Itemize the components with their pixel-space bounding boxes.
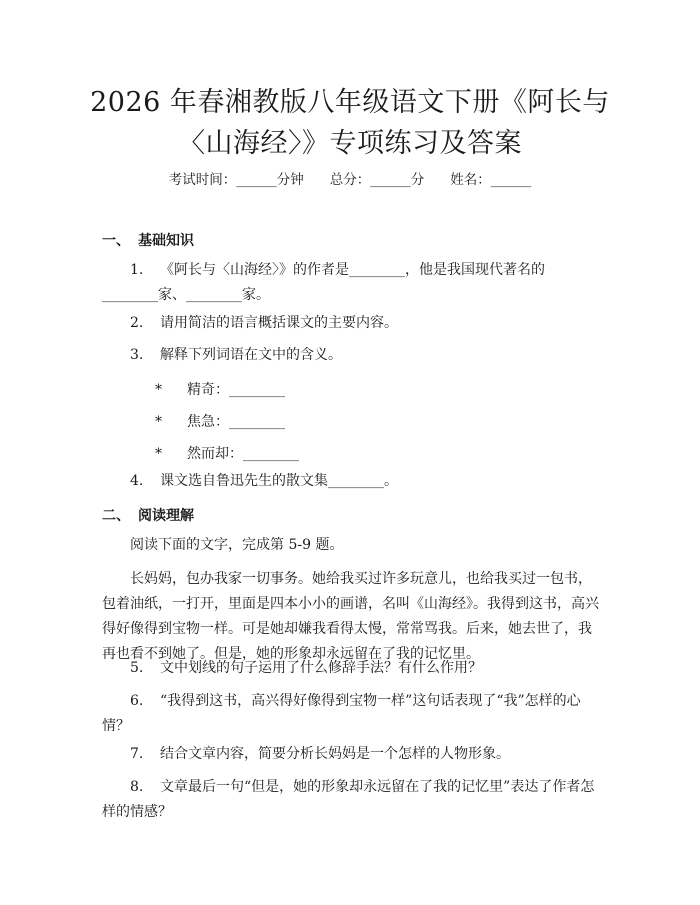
section-heading-basic: 一、 基础知识 xyxy=(102,233,194,249)
question-2: 2. 请用简洁的语言概括课文的主要内容。 xyxy=(130,315,398,331)
exam-time: 考试时间：______分钟 xyxy=(168,172,304,188)
question-8: 8. 文章最后一句“但是，她的形象却永远留在了我的记忆里”表达了作者怎样的情感？ xyxy=(102,779,595,820)
title-line-2: 〈山海经〉》专项练习及答案 xyxy=(178,128,522,159)
reading-intro: 阅读下面的文字，完成第 5-9 题。 xyxy=(130,537,344,553)
question-6: 6. “我得到这书，高兴得好像得到宝物一样”这句话表现了“我”怎样的心情？ xyxy=(102,693,581,734)
question-7: 7. 结合文章内容，简要分析长妈妈是一个怎样的人物形象。 xyxy=(130,746,510,762)
question-5: 5. 文中划线的句子运用了什么修辞手法？有什么作用？ xyxy=(130,660,482,676)
exam-score: 总分：______分 xyxy=(329,172,425,188)
reading-passage: 长妈妈，包办我家一切事务。她给我买过许多玩意儿，也给我买过一包书，包着油纸，一打开，里面是四本小小的画谱，名叫《山海经》。我得到这书，高兴得好像得到宝物一样。可是她却嫌我看得太慢，常常骂我。后来，她去世了，我再也看不到她了。但是，她的形象却永远留在了我的记忆里。 xyxy=(102,571,599,662)
q3-item-2: * 焦急：________ xyxy=(155,414,285,430)
question-4: 4. 课文选自鲁迅先生的散文集________。 xyxy=(130,473,398,489)
question-3: 3. 解释下列词语在文中的含义。 xyxy=(130,347,342,363)
q3-item-1: * 精奇：________ xyxy=(155,382,285,398)
section-heading-reading: 二、 阅读理解 xyxy=(102,508,194,524)
question-1: 1. 《阿长与〈山海经〉》的作者是________，他是我国现代著名的________家、________家。 xyxy=(102,262,545,303)
exam-meta xyxy=(0,168,700,188)
q3-item-3: * 然而却：________ xyxy=(155,446,299,462)
student-name: 姓名：______ xyxy=(450,172,532,188)
page-title xyxy=(60,82,640,164)
title-line-1: 2026 年春湘教版八年级语文下册《阿长与 xyxy=(90,87,610,118)
